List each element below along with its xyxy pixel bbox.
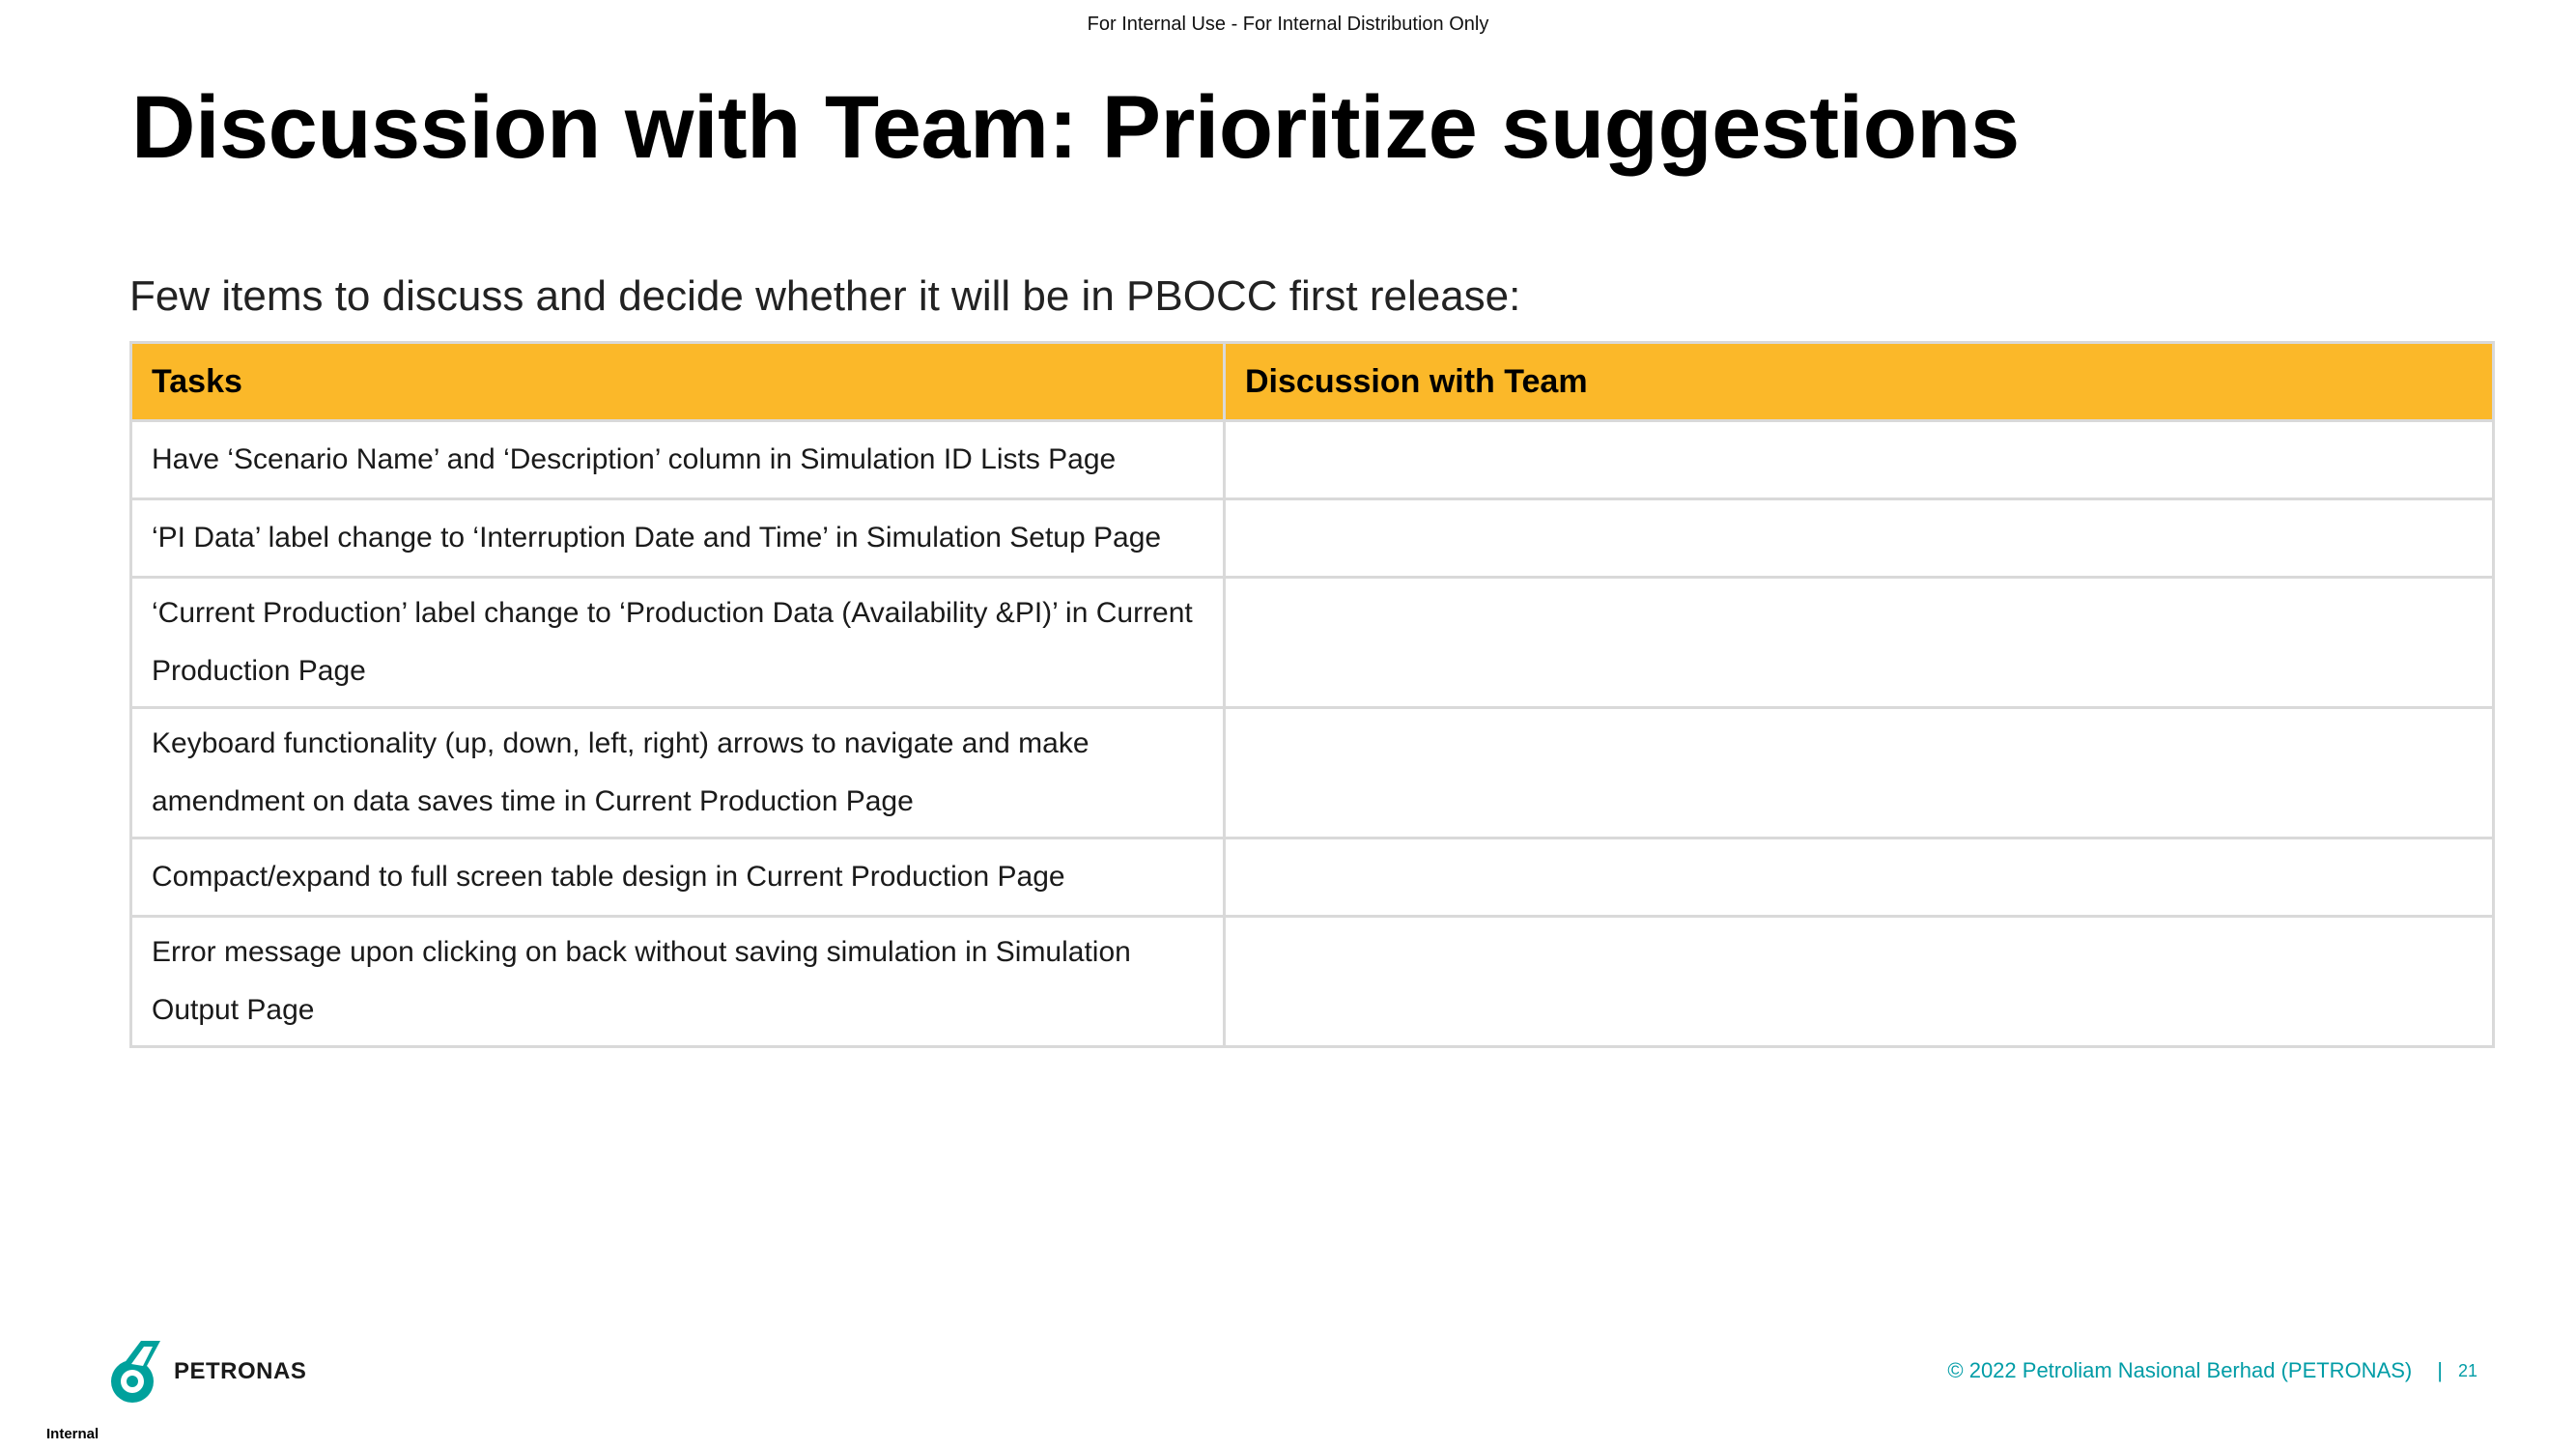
column-header-tasks: Tasks <box>131 343 1225 421</box>
logo-text: PETRONAS <box>174 1358 307 1384</box>
task-cell: ‘Current Production’ label change to ‘Production Data (Availability &PI)’ in Current Production Page <box>131 578 1225 708</box>
footer <box>1947 1358 2477 1383</box>
table-row <box>131 421 2494 499</box>
petronas-logo <box>108 1337 306 1406</box>
footer-separator: | <box>2437 1358 2443 1382</box>
copyright-text: © 2022 Petroliam Nasional Berhad (PETRONAS) <box>1947 1358 2413 1382</box>
classification-header: For Internal Use - For Internal Distribution Only <box>1087 14 1489 35</box>
task-cell: ‘PI Data’ label change to ‘Interruption Date and Time’ in Simulation Setup Page <box>131 499 1225 578</box>
task-table <box>129 341 2495 1048</box>
table-row <box>131 499 2494 578</box>
discussion-cell <box>1225 917 2494 1047</box>
table-row <box>131 578 2494 708</box>
table-header-row <box>131 343 2494 421</box>
table-row <box>131 708 2494 838</box>
column-header-discussion: Discussion with Team <box>1225 343 2494 421</box>
discussion-cell <box>1225 838 2494 917</box>
discussion-cell <box>1225 499 2494 578</box>
table-row <box>131 838 2494 917</box>
slide-subtitle: Few items to discuss and decide whether it will be in PBOCC first release: <box>129 272 1521 320</box>
task-cell: Error message upon clicking on back without saving simulation in Simulation Output Page <box>131 917 1225 1047</box>
discussion-cell <box>1225 421 2494 499</box>
slide-title: Discussion with Team: Prioritize suggestions <box>131 78 2020 177</box>
discussion-cell <box>1225 708 2494 838</box>
discussion-cell <box>1225 578 2494 708</box>
page-number: 21 <box>2457 1360 2477 1380</box>
classification-footer: Internal <box>46 1426 99 1442</box>
task-cell: Have ‘Scenario Name’ and ‘Description’ column in Simulation ID Lists Page <box>131 421 1225 499</box>
task-cell: Keyboard functionality (up, down, left, right) arrows to navigate and make amendment on data saves time in Current Production Page <box>131 708 1225 838</box>
petronas-logo-icon <box>108 1337 164 1406</box>
table-row <box>131 917 2494 1047</box>
task-cell: Compact/expand to full screen table design in Current Production Page <box>131 838 1225 917</box>
